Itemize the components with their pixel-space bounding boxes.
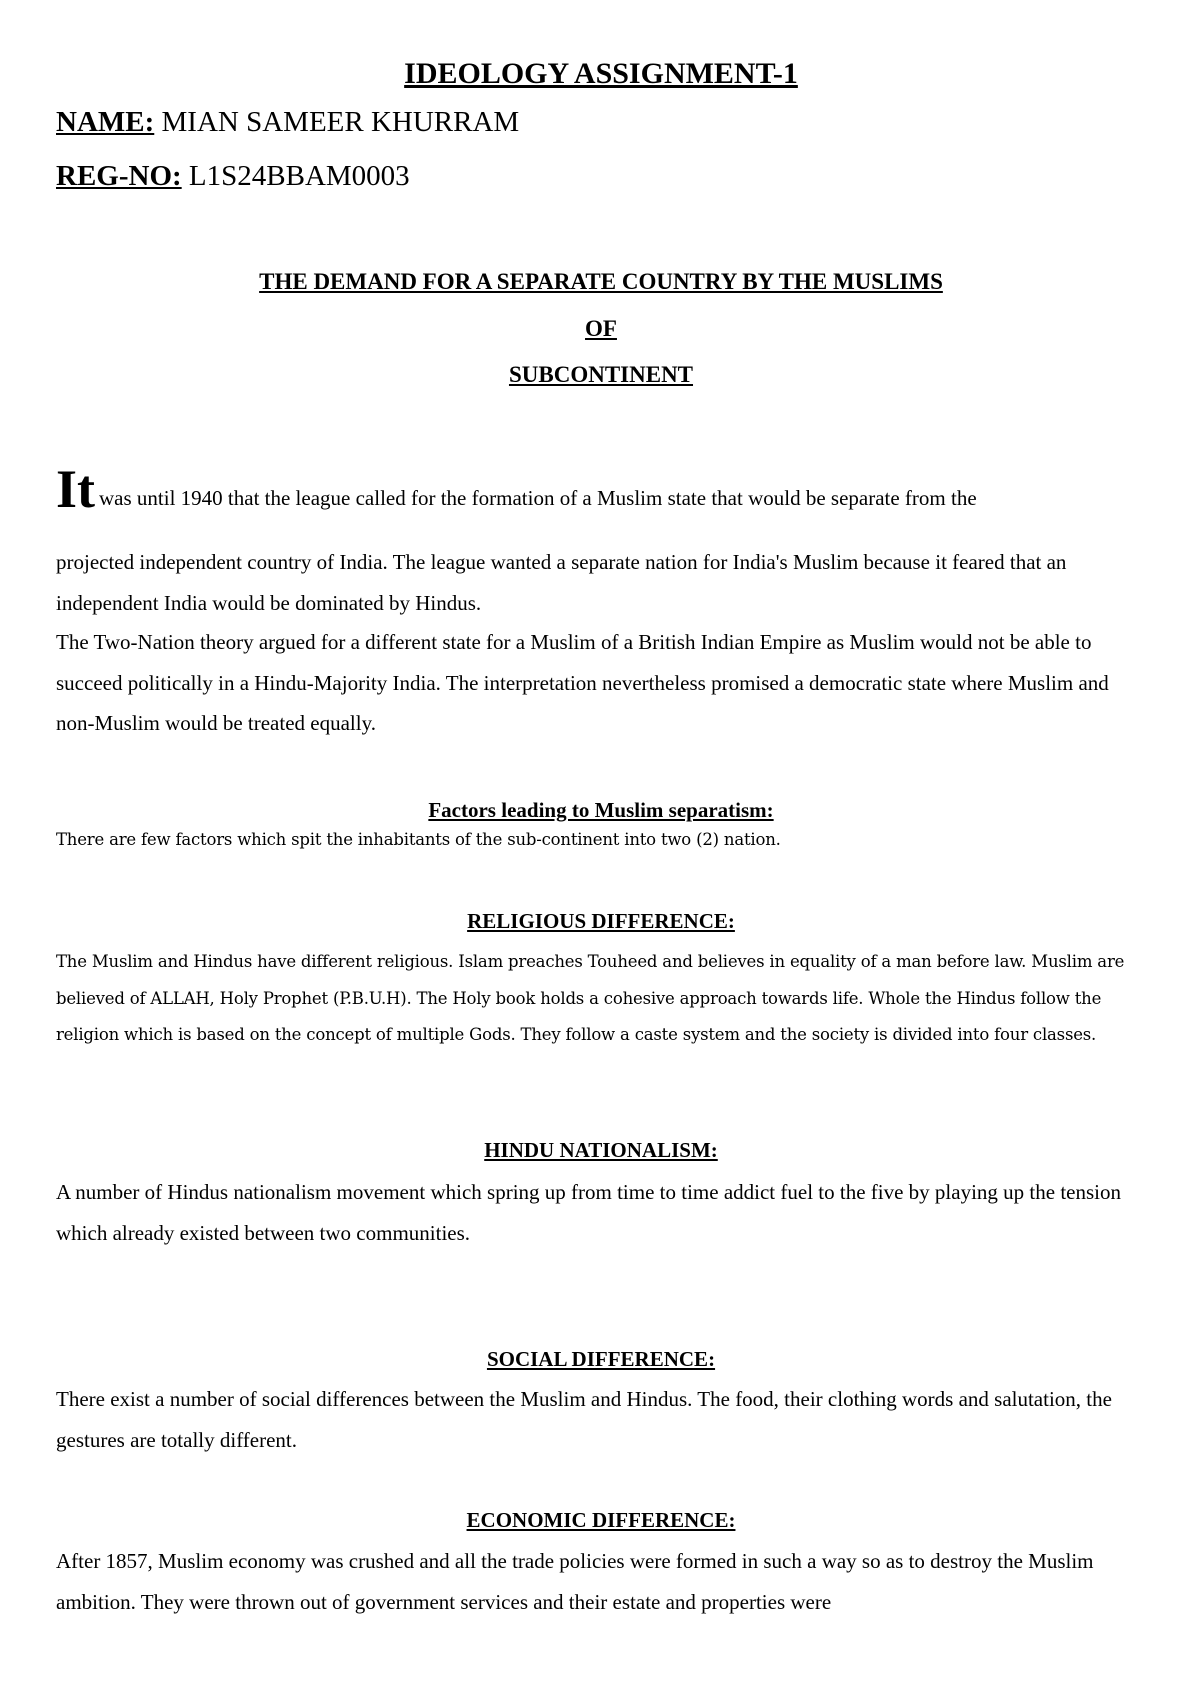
drop-cap: It [56,459,95,519]
intro-paragraph-1: projected independent country of India. The league wanted a separate nation for India's Muslim because it feared that an independent India would be dominated by Hindus. [56,550,1067,615]
intro-first-line [56,459,1146,525]
intro-first-line-text: was until 1940 that the league called for the formation of a Muslim state that would be separate from the [99,486,977,510]
main-heading-line-1: THE DEMAND FOR A SEPARATE COUNTRY BY THE MUSLIMS [259,269,943,294]
factors-text: There are few factors which spit the inhabitants of the sub-continent into two (2) nation. [56,830,781,849]
religious-text: The Muslim and Hindus have different religious. Islam preaches Touheed and believes in equality of a man before law. Muslim are believed of ALLAH, Holy Prophet (P.B.U.H). The Holy book holds a cohesive approach towards life. Whole the Hindus follow the religion which is based on the concept of multiple Gods. They follow a caste system and the society is divided into four classes. [56,952,1125,1044]
social-heading: SOCIAL DIFFERENCE: [486,1347,716,1371]
reg-number-line [56,158,1146,194]
factors-heading: Factors leading to Muslim separatism: [428,798,774,822]
assignment-title: IDEOLOGY ASSIGNMENT-1 [404,57,798,90]
student-name-line [56,104,1146,140]
reg-label: REG-NO: [56,160,182,192]
religious-heading: RELIGIOUS DIFFERENCE: [467,909,735,933]
social-text: There exist a number of social differences between the Muslim and Hindus. The food, their clothing words and salutation, the gestures are totally different. [56,1387,1112,1452]
main-heading-line-3: SUBCONTINENT [508,362,694,387]
hindu-nationalism-text: A number of Hindus nationalism movement which spring up from time to time addict fuel to the five by playing up the tension which already existed between two communities. [56,1180,1121,1245]
hindu-nationalism-heading: HINDU NATIONALISM: [484,1138,718,1162]
economic-text: After 1857, Muslim economy was crushed and all the trade policies were formed in such a way so as to destroy the Muslim ambition. They were thrown out of government services and their estate and properties were [56,1549,1094,1614]
economic-heading: ECONOMIC DIFFERENCE: [466,1508,736,1532]
reg-number: L1S24BBAM0003 [181,160,410,192]
intro-paragraph-2: The Two-Nation theory argued for a different state for a Muslim of a British Indian Empire as Muslim would not be able to succeed politically in a Hindu-Majority India. The interpretation nevertheless promised a democratic state where Muslim and non-Muslim would be treated equally. [56,630,1109,735]
name-label: NAME: [56,106,155,138]
student-name: MIAN SAMEER KHURRAM [154,106,520,138]
main-heading-line-2: OF [585,316,617,341]
